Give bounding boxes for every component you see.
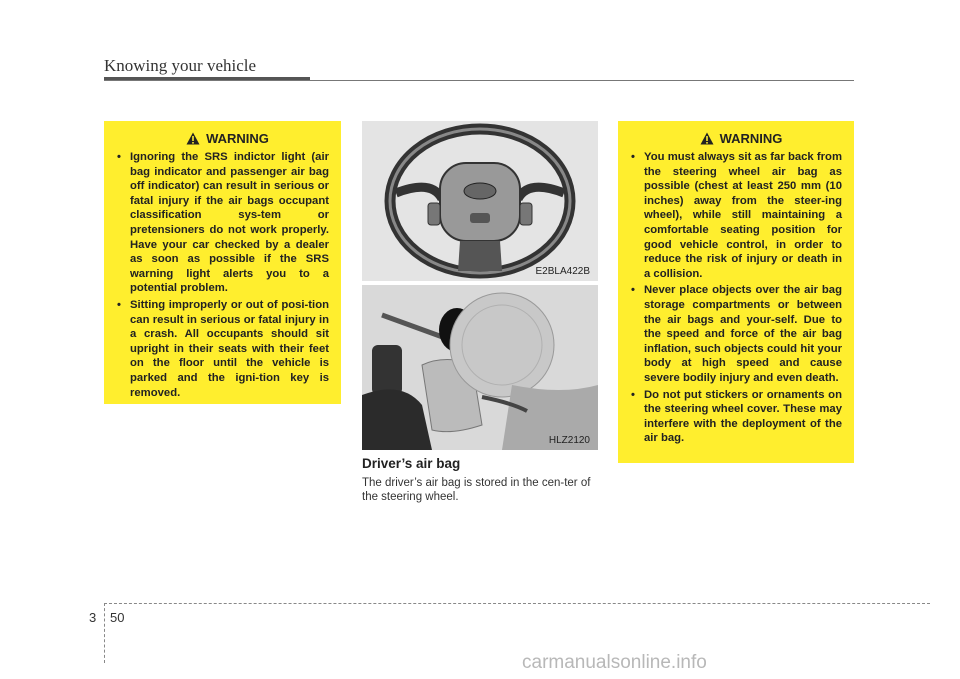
warning-item: • Do not put stickers or ornaments on the steering wheel cover. These may interfere with the deployment of the air bag. — [630, 388, 842, 446]
chapter-number: 3 — [89, 610, 97, 625]
figure-code: E2BLA422B — [535, 266, 590, 277]
warning-triangle-icon — [186, 132, 200, 145]
warning-title: WARNING — [206, 131, 269, 146]
steering-wheel-illustration — [362, 121, 598, 281]
header-rule — [104, 80, 854, 81]
warning-box-right — [618, 121, 854, 463]
subsection-heading: Driver’s air bag — [362, 456, 461, 471]
warning-heading — [630, 131, 842, 146]
driver-airbag-illustration — [362, 285, 598, 450]
page-number: 50 — [110, 610, 125, 625]
warning-item: • Sitting improperly or out of posi-tion can result in serious or fatal injury in a crash. All occupants should sit upright in their seats with their feet on the floor until the vehicle is parked and the igni-tion key is removed. — [116, 298, 329, 400]
steering-wheel-figure — [362, 121, 598, 281]
driver-airbag-figure — [362, 285, 598, 450]
warning-title: WARNING — [719, 131, 783, 146]
warning-heading — [116, 131, 329, 146]
footer-divider — [104, 603, 105, 663]
watermark: carmanualsonline.info — [522, 652, 707, 673]
warning-item: • Ignoring the SRS indictor light (air bag indicator and passenger air bag off indicator) can result in serious or fatal injury if the air bags occupant classification sys-tem or pretensioners do not work properly. Have your car checked by a dealer as soon as possible if the SRS warning light alerts you to a potential problem. — [116, 150, 329, 296]
figure-code: HLZ2120 — [548, 435, 590, 446]
section-title: Knowing your vehicle — [104, 56, 257, 75]
warning-triangle-icon — [700, 132, 714, 145]
warning-item: • Never place objects over the air bag storage compartments or between the air bags and your-self. Due to the speed and force of the air bag inflation, such objects could hit your body at high speed and cause severe bodily injury and even death. — [630, 283, 842, 385]
body-text: The driver’s air bag is stored in the cen-ter of the steering wheel. — [362, 477, 591, 503]
warning-box-left — [104, 121, 341, 404]
warning-item: • You must always sit as far back from the steering wheel air bag as possible (chest at least 250 mm (10 inches) away from the steer-ing wheel), while still maintaining a comfortable seating position for good vehicle control, in order to reduce the risk of injury or death in a collision. — [630, 150, 842, 281]
footer-rule — [104, 603, 930, 604]
